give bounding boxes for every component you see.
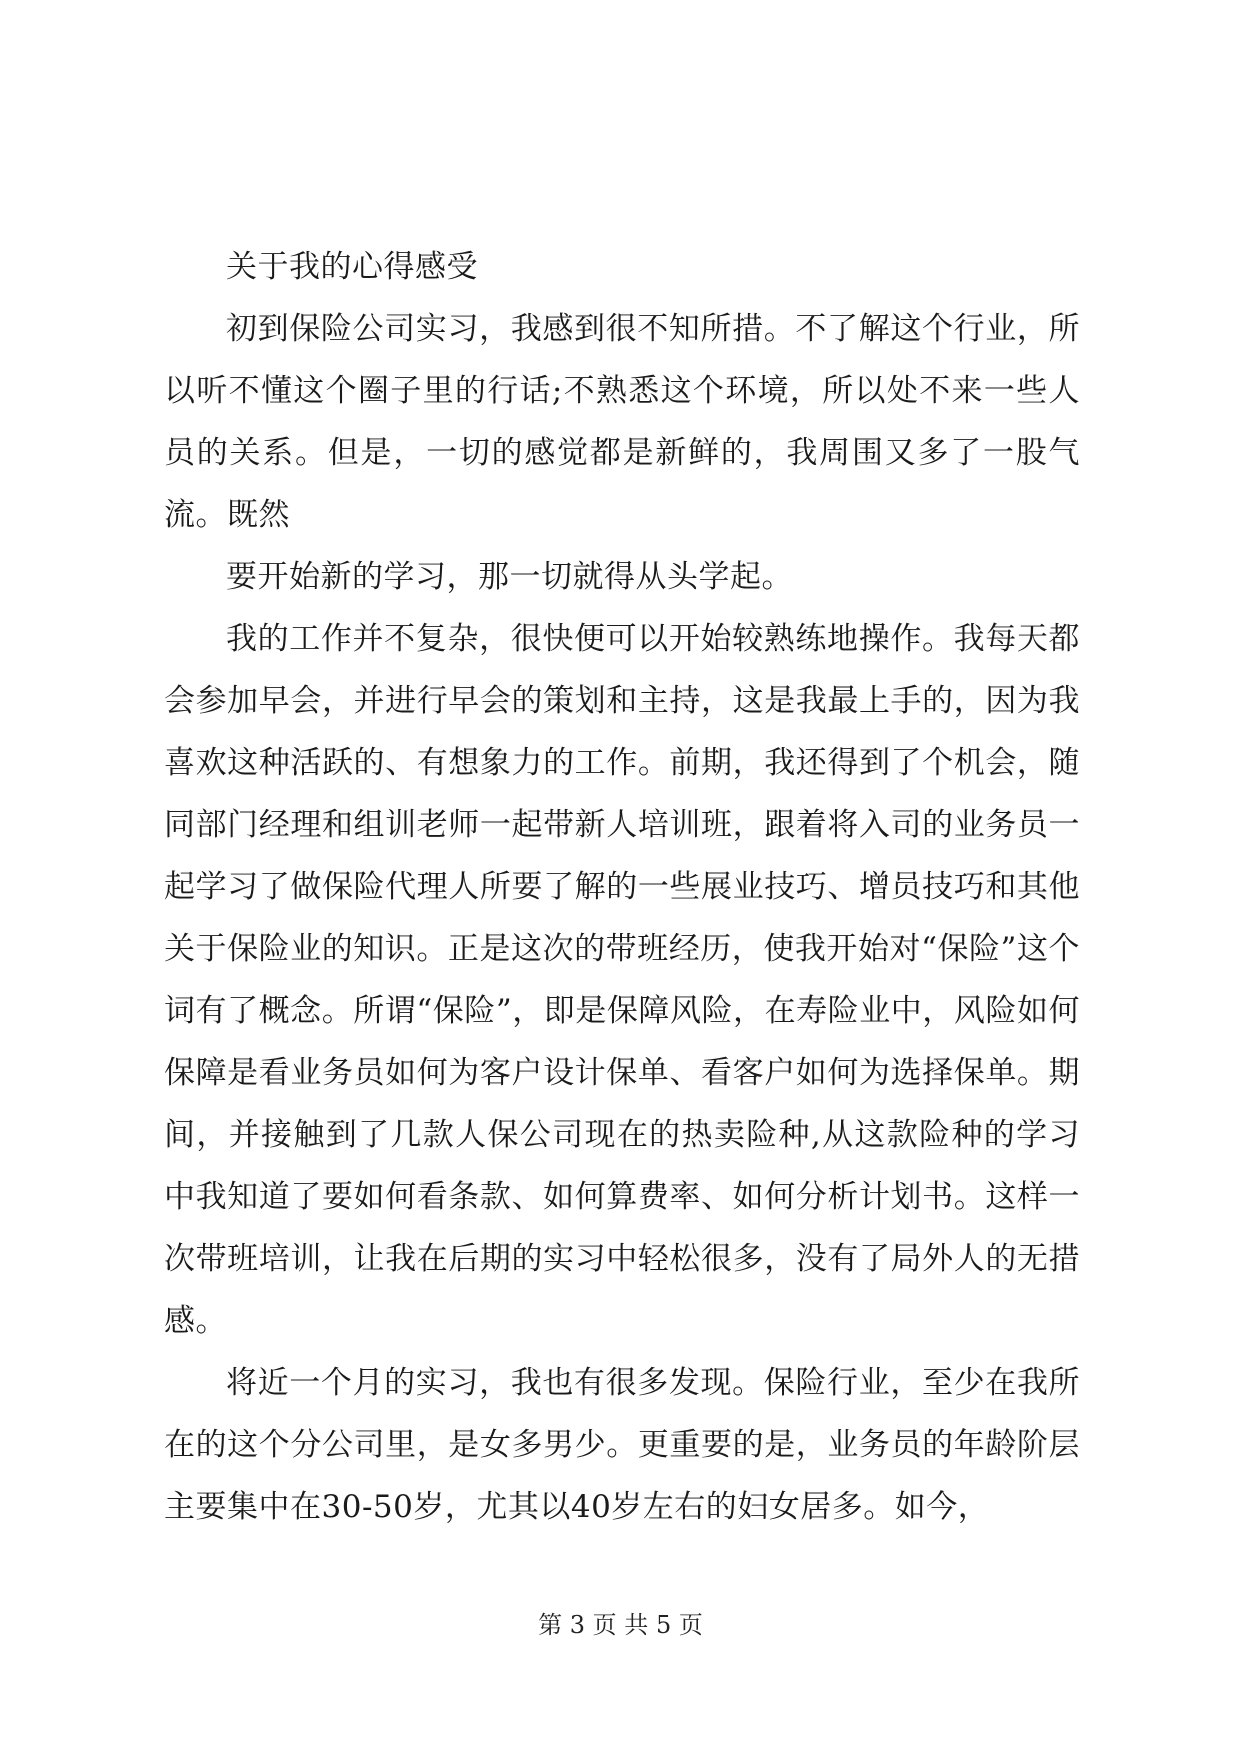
paragraph: 我的工作并不复杂，很快便可以开始较熟练地操作。我每天都会参加早会，并进行早会的策划和主持，这是我最上手的，因为我喜欢这种活跃的、有想象力的工作。前期，我还得到了个机会，随同部门经理和组训老师一起带新人培训班，跟着将入司的业务员一起学习了做保险代理人所要了解的一些展业技巧、增员技巧和其他关于保险业的知识。正是这次的带班经历，使我开始对“保险”这个词有了概念。所谓“保险”，即是保障风险，在寿险业中，风险如何保障是看业务员如何为客户设计保单、看客户如何为选择保单。期间，并接触到了几款人保公司现在的热卖险种,从这款险种的学习中我知道了要如何看条款、如何算费率、如何分析计划书。这样一次带班培训，让我在后期的实习中轻松很多，没有了局外人的无措感。 bbox=[164, 621, 1080, 1339]
paragraph: 将近一个月的实习，我也有很多发现。保险行业，至少在我所在的这个分公司里，是女多男少。更重要的是，业务员的年龄阶层主要集中在30-50岁，尤其以40岁左右的妇女居多。如今， bbox=[164, 1365, 1080, 1525]
paragraph: 要开始新的学习，那一切就得从头学起。 bbox=[226, 559, 793, 595]
document-body bbox=[164, 236, 1080, 1538]
page-number-footer: 第 3 页 共 5 页 bbox=[538, 1611, 703, 1639]
paragraph: 初到保险公司实习，我感到很不知所措。不了解这个行业，所以听不懂这个圈子里的行话;不熟悉这个环境，所以处不来一些人员的关系。但是，一切的感觉都是新鲜的，我周围又多了一股气流。既然 bbox=[164, 311, 1080, 533]
paragraph-title: 关于我的心得感受 bbox=[226, 249, 478, 285]
